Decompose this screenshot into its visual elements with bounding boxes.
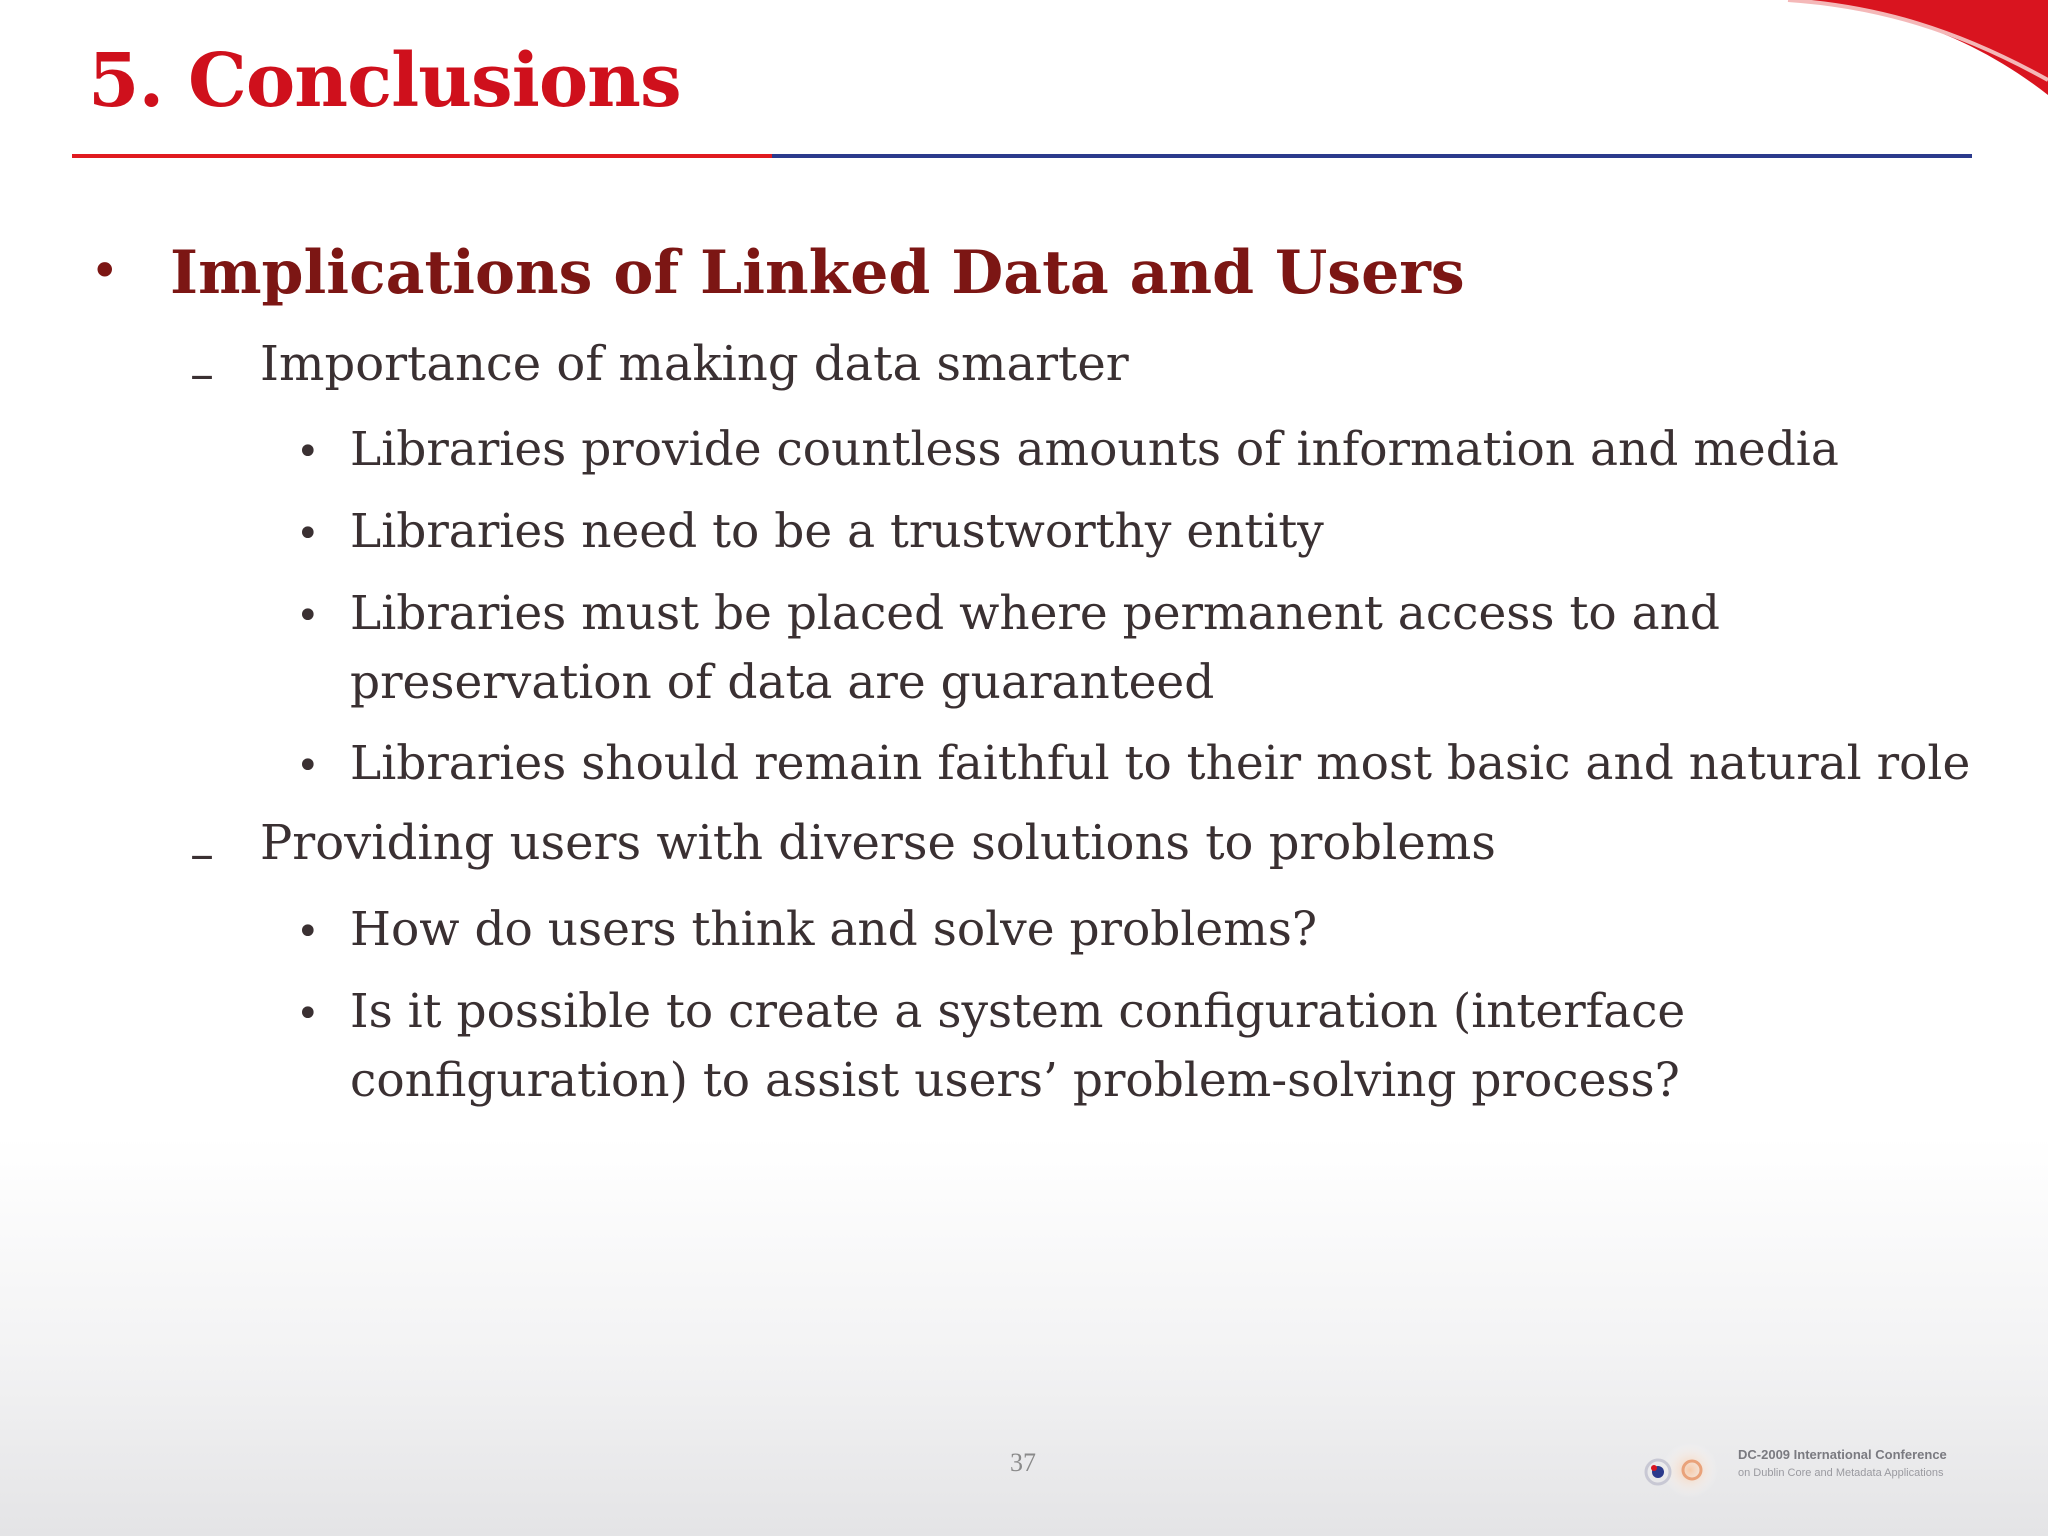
bullet-marker: •: [296, 743, 320, 789]
list-item: Libraries should remain faithful to their most basic and natural role: [350, 736, 1971, 791]
bullet-marker: •: [296, 511, 320, 557]
bullet-marker: •: [296, 593, 320, 639]
heading-bullet: Implications of Linked Data and Users: [170, 238, 1465, 308]
red-corner-swoosh-decoration: [1748, 0, 2048, 110]
conference-logo-icon: [1630, 1440, 1730, 1500]
list-item: Libraries must be placed where permanent access to and: [350, 586, 1720, 641]
list-item: Libraries provide countless amounts of information and media: [350, 422, 1839, 477]
dash-marker: –: [190, 826, 214, 882]
list-item-continuation: preservation of data are guaranteed: [350, 655, 1215, 710]
slide-title: 5. Conclusions: [88, 38, 681, 124]
bullet-marker: •: [296, 429, 320, 475]
title-rule-blue: [772, 154, 1972, 158]
bullet-marker: •: [90, 242, 120, 300]
logo-text: [1738, 1446, 1947, 1482]
list-item-continuation: configuration) to assist users’ problem-solving process?: [350, 1053, 1680, 1108]
logo-line-1: DC-2009 International Conference: [1738, 1447, 1947, 1462]
page-number: 37: [1010, 1448, 1036, 1477]
bullet-marker: •: [296, 991, 320, 1037]
list-item: Libraries need to be a trustworthy entity: [350, 504, 1324, 559]
conference-logo: [1630, 1440, 2000, 1500]
dash-marker: –: [190, 346, 214, 402]
list-item: How do users think and solve problems?: [350, 902, 1318, 957]
bullet-marker: •: [296, 909, 320, 955]
sub-bullet: Providing users with diverse solutions to problems: [260, 815, 1496, 871]
sub-bullet: Importance of making data smarter: [260, 336, 1129, 392]
title-rule-red: [72, 154, 772, 158]
list-item: Is it possible to create a system configuration (interface: [350, 984, 1686, 1039]
logo-line-2: on Dublin Core and Metadata Applications: [1738, 1467, 1944, 1479]
